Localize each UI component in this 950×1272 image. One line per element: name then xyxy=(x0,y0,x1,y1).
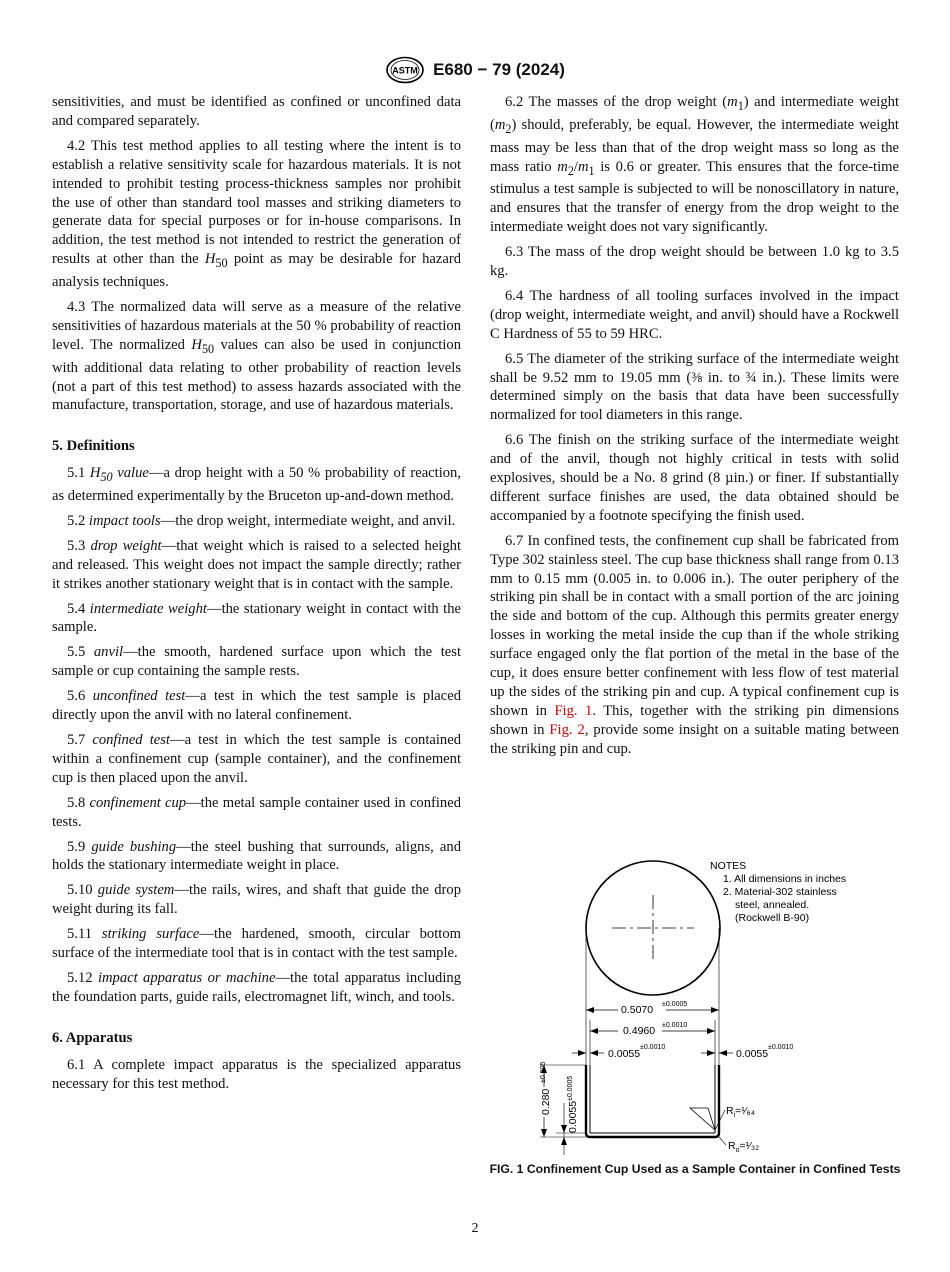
definition-5-1: 5.1 $H_{50}$ value—a drop height with a 50 % probability of reaction, as determined experimentally by the Bruceton up-and-down method. xyxy=(52,465,461,505)
definition-5-12: 5.12 impact apparatus or machine—the total apparatus including the foundation parts, guide rails, electromagnet lift, winch, and tools. xyxy=(52,969,462,1005)
section-6-heading: 6. Apparatus xyxy=(52,1029,133,1046)
definition-5-5: 5.5 anvil—the smooth, hardened surface upon which the test sample or cup containing the sample rests. xyxy=(52,644,461,680)
dim-base: 0.0055 xyxy=(567,1100,579,1133)
paragraph-6-6: 6.6 The finish on the striking surface of the intermediate weight and of the anvil, though not highly critical in tests with solid explosives, should be a No. 8 grind (8 µin.) or finer. If substantially different surface finishes are used, the data obtained should be accompanied by a footnote specifying the finish used. xyxy=(490,432,899,524)
definition-5-6: 5.6 unconfined test—a test in which the test sample is placed directly upon the anvil with no lateral confinement. xyxy=(52,688,461,724)
radius-outer-label: $R_o=^1⁄_{32}$ xyxy=(728,1140,760,1154)
paragraph-4-2: 4.2 This test method applies to all testing where the intent is to establish a relative sensitivity scale for hazardous materials. It is not intended to prohibit testing process-thickness samples nor prohibit the use of other than standard tool masses and striking diameters to generate data for special purposes or for in-house comparisons. In addition, the test method is not intended to restrict the generation of results at other than the $H_{50}$ point as may be desirable for hazard analysis techniques. xyxy=(52,137,461,291)
definition-5-11: 5.11 striking surface—the hardened, smooth, circular bottom surface of the intermediate tool that is in contact with the test sample. xyxy=(52,926,461,962)
dim-height: 0.280 xyxy=(540,1088,552,1115)
paragraph-4-3: 4.3 The normalized data will serve as a measure of the relative sensitivities of hazardous materials at the 50 % probability of reaction level. The normalized $H_{50}$ values can also be used in conjunction with additional data relating to other probability of reaction levels (not a part of this test method) to assess hazards associated with the manufacture, transportation, storage, and use of hazardous materials. xyxy=(52,298,462,414)
dim-outer-tolerance: ±0.0005 xyxy=(662,1001,688,1008)
note-2-line-1: 2. Material-302 stainless xyxy=(723,886,837,898)
figure-caption: FIG. 1 Confinement Cup Used as a Sample Container in Confined Tests xyxy=(489,1162,901,1176)
definition-5-10: 5.10 guide system—the rails, wires, and shaft that guide the drop weight during its fall. xyxy=(52,882,462,918)
dim-wall-left: 0.0055 xyxy=(608,1048,641,1060)
confinement-cup-figure xyxy=(520,855,850,1165)
left-column xyxy=(52,93,461,1100)
paragraph-6-3: 6.3 The mass of the drop weight should be between 1.0 kg to 3.5 kg. xyxy=(490,244,899,279)
svg-text:ASTM: ASTM xyxy=(392,65,418,76)
standard-designation: E680 − 79 (2024) xyxy=(433,60,565,79)
note-2-line-3: (Rockwell B-90) xyxy=(735,912,810,924)
definition-5-3: 5.3 drop weight—that weight which is raised to a selected height and released. This weight does not impact the sample directly; rather it strikes another stationary weight that is in contact with the sample. xyxy=(52,537,462,592)
paragraph-6-2: 6.2 The masses of the drop weight $(m_1)$ and intermediate weight $(m_2)$ should, preferably, be equal. However, the intermediate weight mass may be less than that of the drop weight mass so long as the mass ratio $m_2/m_1$ is 0.6 or greater. This ensures that the force-time stimulus a test sample is subjected to will be nonoscillatory in nature, and ensures that the transfer of energy from the drop weight to the intermediate weight does not vary significantly. xyxy=(490,94,900,236)
definition-5-7: 5.7 confined test—a test in which the test sample is contained within a confinement cup (sample container), and the confinement cup is then placed upon the anvil. xyxy=(52,732,462,786)
dim-wall-right: 0.0055 xyxy=(736,1048,769,1060)
definition-5-8: 5.8 confinement cup—the metal sample container used in confined tests. xyxy=(52,794,461,830)
dim-wall-left-tolerance: ±0.0010 xyxy=(640,1044,666,1051)
right-column xyxy=(490,93,899,765)
notes-title: NOTES xyxy=(710,860,747,872)
astm-logo-icon xyxy=(385,56,425,84)
fig-1-link[interactable]: Fig. 1 xyxy=(554,702,593,719)
paragraph-6-4: 6.4 The hardness of all tooling surfaces involved in the impact (drop weight, intermediate weight, and anvil) should have a Rockwell C Hardness of 55 to 59 HRC. xyxy=(490,287,899,342)
cup-section-outline xyxy=(586,1065,719,1137)
note-1: 1. All dimensions in inches xyxy=(723,873,847,885)
dim-outer-diameter: 0.5070 xyxy=(621,1004,654,1016)
page-number: 2 xyxy=(471,1221,479,1236)
dim-inner-diameter: 0.4960 xyxy=(623,1025,656,1037)
paragraph-6-7: 6.7 In confined tests, the confinement cup shall be fabricated from Type 302 stainless steel. The cup base thickness shall range from 0.13 mm to 0.15 mm (0.005 in. to 0.006 in.). The outer periphery of the striking pin shall be in contact with a small portion of the arc joining the side and bottom of the cup. Although this permits greater energy losses in working the metal inside the cup than if the whole striking surface engaged only the flat portion of the metal in the base of the cup, it does ensure better confinement with less flow of test material up the sides of the striking pin and cup. A typical confinement cup is shown in Fig. 1. This, together with the striking pin dimensions shown in Fig. 2, provide some insight on a suitable mating between the striking pin and cup. xyxy=(490,532,900,757)
dim-inner-tolerance: ±0.0010 xyxy=(662,1022,688,1029)
fig-2-link[interactable]: Fig. 2 xyxy=(549,721,585,738)
paragraph-4-1-cont: sensitivities, and must be identified as confined or unconfined data and compared separately. xyxy=(52,94,461,129)
dim-base-tolerance: ±0.0005 xyxy=(567,1075,574,1101)
definition-5-2: 5.2 impact tools—the drop weight, intermediate weight, and anvil. xyxy=(67,512,456,529)
definition-5-9: 5.9 guide bushing—the steel bushing that surrounds, aligns, and holds the stationary intermediate weight in place. xyxy=(52,838,461,874)
definition-5-4: 5.4 intermediate weight—the stationary weight in contact with the sample. xyxy=(52,600,462,636)
dim-wall-right-tolerance: ±0.0010 xyxy=(768,1044,794,1051)
page-header xyxy=(0,56,950,84)
paragraph-6-1: 6.1 A complete impact apparatus is the specialized apparatus necessary for this test method. xyxy=(52,1056,461,1092)
section-5-heading: 5. Definitions xyxy=(52,438,135,455)
note-2-line-2: steel, annealed. xyxy=(735,899,810,911)
dim-height-tolerance: ±0.005 xyxy=(540,1061,547,1083)
paragraph-6-5: 6.5 The diameter of the striking surface of the intermediate weight shall be 9.52 mm to 19.05 mm (⅜ in. to ¾ in.). These limits were determined simply on the basis that data have been successfully normalized for tool diameters in this range. xyxy=(490,350,899,424)
radius-inner-label: $R_i=^1⁄_{64}$ xyxy=(726,1105,756,1119)
